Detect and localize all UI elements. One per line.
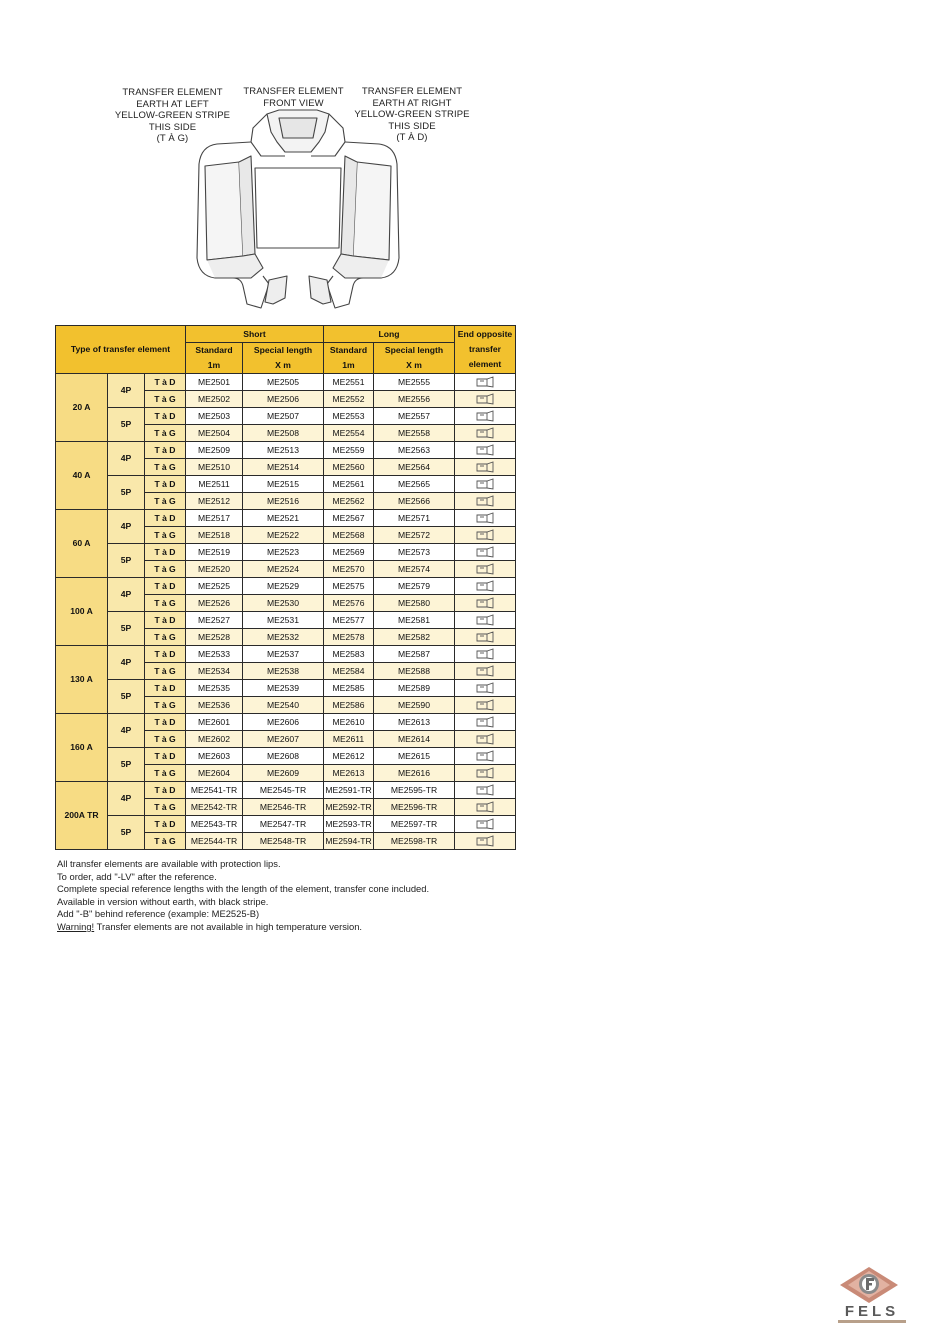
table-row bbox=[56, 374, 516, 391]
note-line: Available in version without earth, with black stripe. bbox=[57, 895, 269, 907]
direction-cell: T à G bbox=[145, 833, 186, 850]
short-special-ref: ME2506 bbox=[243, 391, 324, 408]
short-standard-ref: ME2517 bbox=[186, 510, 243, 527]
short-special-ref: ME2538 bbox=[243, 663, 324, 680]
short-standard-ref: ME2518 bbox=[186, 527, 243, 544]
table-row bbox=[56, 748, 516, 765]
short-standard-ref: ME2542-TR bbox=[186, 799, 243, 816]
end-element-icon bbox=[455, 816, 516, 833]
long-standard-ref: ME2575 bbox=[324, 578, 374, 595]
long-standard-ref: ME2552 bbox=[324, 391, 374, 408]
end-element-icon bbox=[455, 510, 516, 527]
short-special-ref: ME2521 bbox=[243, 510, 324, 527]
short-standard-ref: ME2510 bbox=[186, 459, 243, 476]
long-standard-ref: ME2576 bbox=[324, 595, 374, 612]
short-special-ref: ME2530 bbox=[243, 595, 324, 612]
short-special-ref: ME2548-TR bbox=[243, 833, 324, 850]
note-line: All transfer elements are available with protection lips. bbox=[57, 858, 281, 869]
end-element-icon bbox=[455, 493, 516, 510]
poles-cell: 5P bbox=[108, 408, 145, 442]
poles-cell: 5P bbox=[108, 816, 145, 850]
direction-cell: T à G bbox=[145, 697, 186, 714]
long-standard-ref: ME2612 bbox=[324, 748, 374, 765]
short-special-header: Special length X m bbox=[243, 343, 324, 374]
direction-cell: T à D bbox=[145, 816, 186, 833]
end-element-icon bbox=[455, 391, 516, 408]
end-element-icon bbox=[455, 833, 516, 850]
long-standard-ref: ME2551 bbox=[324, 374, 374, 391]
short-special-ref: ME2532 bbox=[243, 629, 324, 646]
table-row bbox=[56, 442, 516, 459]
short-standard-ref: ME2541-TR bbox=[186, 782, 243, 799]
direction-cell: T à D bbox=[145, 748, 186, 765]
long-standard-ref: ME2591-TR bbox=[324, 782, 374, 799]
table-row bbox=[56, 510, 516, 527]
poles-cell: 4P bbox=[108, 374, 145, 408]
short-header: Short bbox=[186, 326, 324, 343]
direction-cell: T à G bbox=[145, 663, 186, 680]
short-standard-ref: ME2602 bbox=[186, 731, 243, 748]
long-standard-ref: ME2560 bbox=[324, 459, 374, 476]
long-standard-ref: ME2562 bbox=[324, 493, 374, 510]
long-special-ref: ME2555 bbox=[374, 374, 455, 391]
long-special-ref: ME2564 bbox=[374, 459, 455, 476]
short-standard-ref: ME2509 bbox=[186, 442, 243, 459]
direction-cell: T à G bbox=[145, 493, 186, 510]
short-special-ref: ME2545-TR bbox=[243, 782, 324, 799]
table-row bbox=[56, 646, 516, 663]
end-element-icon bbox=[455, 459, 516, 476]
short-special-ref: ME2606 bbox=[243, 714, 324, 731]
type-header: Type of transfer element bbox=[56, 326, 186, 374]
long-special-ref: ME2580 bbox=[374, 595, 455, 612]
direction-cell: T à G bbox=[145, 731, 186, 748]
table-row bbox=[56, 578, 516, 595]
label-earth-right: TRANSFER ELEMENT EARTH AT RIGHT YELLOW-GREEN STRIPE THIS SIDE (T À D) bbox=[354, 86, 470, 143]
long-special-ref: ME2581 bbox=[374, 612, 455, 629]
short-standard-ref: ME2601 bbox=[186, 714, 243, 731]
table-row bbox=[56, 408, 516, 425]
poles-cell: 5P bbox=[108, 476, 145, 510]
end-element-icon bbox=[455, 578, 516, 595]
long-special-ref: ME2597-TR bbox=[374, 816, 455, 833]
end-element-icon bbox=[455, 663, 516, 680]
direction-cell: T à D bbox=[145, 782, 186, 799]
end-element-icon bbox=[455, 765, 516, 782]
long-special-ref: ME2616 bbox=[374, 765, 455, 782]
short-standard-ref: ME2604 bbox=[186, 765, 243, 782]
long-special-ref: ME2563 bbox=[374, 442, 455, 459]
long-standard-ref: ME2613 bbox=[324, 765, 374, 782]
note-line: Complete special reference lengths with the length of the element, transfer cone included. bbox=[57, 883, 430, 895]
logo-text: FELS bbox=[844, 1303, 900, 1320]
long-special-ref: ME2582 bbox=[374, 629, 455, 646]
label-earth-left: TRANSFER ELEMENT EARTH AT LEFT YELLOW-GREEN STRIPE THIS SIDE (T À G) bbox=[114, 87, 231, 144]
short-special-ref: ME2514 bbox=[243, 459, 324, 476]
direction-cell: T à G bbox=[145, 629, 186, 646]
short-standard-ref: ME2526 bbox=[186, 595, 243, 612]
long-special-ref: ME2558 bbox=[374, 425, 455, 442]
note-line: Add "-B" behind reference (example: ME2525-B) bbox=[57, 908, 260, 920]
long-special-header: Special length X m bbox=[374, 343, 455, 374]
table-row bbox=[56, 782, 516, 799]
long-standard-ref: ME2592-TR bbox=[324, 799, 374, 816]
long-standard-ref: ME2583 bbox=[324, 646, 374, 663]
end-element-icon bbox=[455, 731, 516, 748]
poles-cell: 4P bbox=[108, 442, 145, 476]
note-line: To order, add "-LV" after the reference. bbox=[57, 870, 217, 882]
long-special-ref: ME2588 bbox=[374, 663, 455, 680]
poles-cell: 5P bbox=[108, 612, 145, 646]
short-standard-ref: ME2503 bbox=[186, 408, 243, 425]
long-special-ref: ME2572 bbox=[374, 527, 455, 544]
direction-cell: T à D bbox=[145, 476, 186, 493]
amperage-cell: 40 A bbox=[56, 442, 108, 510]
short-special-ref: ME2505 bbox=[243, 374, 324, 391]
end-element-icon bbox=[455, 714, 516, 731]
short-standard-ref: ME2501 bbox=[186, 374, 243, 391]
direction-cell: T à G bbox=[145, 561, 186, 578]
short-standard-ref: ME2543-TR bbox=[186, 816, 243, 833]
poles-cell: 5P bbox=[108, 544, 145, 578]
poles-cell: 4P bbox=[108, 578, 145, 612]
short-standard-ref: ME2533 bbox=[186, 646, 243, 663]
end-element-icon bbox=[455, 408, 516, 425]
notes bbox=[57, 858, 429, 934]
long-standard-ref: ME2567 bbox=[324, 510, 374, 527]
short-special-ref: ME2537 bbox=[243, 646, 324, 663]
end-opposite-header: End opposite transfer element bbox=[455, 326, 516, 374]
short-special-ref: ME2607 bbox=[243, 731, 324, 748]
long-standard-ref: ME2610 bbox=[324, 714, 374, 731]
direction-cell: T à G bbox=[145, 391, 186, 408]
end-element-icon bbox=[455, 697, 516, 714]
short-standard-ref: ME2603 bbox=[186, 748, 243, 765]
long-standard-ref: ME2584 bbox=[324, 663, 374, 680]
direction-cell: T à D bbox=[145, 646, 186, 663]
short-standard-ref: ME2511 bbox=[186, 476, 243, 493]
end-element-icon bbox=[455, 425, 516, 442]
long-standard-ref: ME2586 bbox=[324, 697, 374, 714]
direction-cell: T à D bbox=[145, 680, 186, 697]
long-standard-ref: ME2561 bbox=[324, 476, 374, 493]
amperage-cell: 160 A bbox=[56, 714, 108, 782]
transfer-element-drawing bbox=[193, 108, 403, 313]
end-element-icon bbox=[455, 629, 516, 646]
amperage-cell: 60 A bbox=[56, 510, 108, 578]
long-special-ref: ME2565 bbox=[374, 476, 455, 493]
short-standard-ref: ME2544-TR bbox=[186, 833, 243, 850]
long-special-ref: ME2615 bbox=[374, 748, 455, 765]
long-standard-ref: ME2569 bbox=[324, 544, 374, 561]
long-special-ref: ME2595-TR bbox=[374, 782, 455, 799]
long-special-ref: ME2613 bbox=[374, 714, 455, 731]
short-special-ref: ME2516 bbox=[243, 493, 324, 510]
short-special-ref: ME2540 bbox=[243, 697, 324, 714]
poles-cell: 4P bbox=[108, 510, 145, 544]
long-standard-ref: ME2578 bbox=[324, 629, 374, 646]
short-standard-ref: ME2527 bbox=[186, 612, 243, 629]
end-element-icon bbox=[455, 799, 516, 816]
table-row bbox=[56, 544, 516, 561]
direction-cell: T à D bbox=[145, 578, 186, 595]
long-standard-ref: ME2559 bbox=[324, 442, 374, 459]
short-special-ref: ME2523 bbox=[243, 544, 324, 561]
amperage-cell: 200A TR bbox=[56, 782, 108, 850]
amperage-cell: 20 A bbox=[56, 374, 108, 442]
logo-underline bbox=[838, 1320, 906, 1323]
long-special-ref: ME2571 bbox=[374, 510, 455, 527]
warning-label: Warning! bbox=[57, 920, 95, 932]
table-row bbox=[56, 612, 516, 629]
direction-cell: T à D bbox=[145, 408, 186, 425]
end-element-icon bbox=[455, 561, 516, 578]
table-row bbox=[56, 680, 516, 697]
end-element-icon bbox=[455, 782, 516, 799]
warning-note bbox=[57, 921, 429, 934]
long-standard-ref: ME2594-TR bbox=[324, 833, 374, 850]
amperage-cell: 100 A bbox=[56, 578, 108, 646]
long-standard-ref: ME2554 bbox=[324, 425, 374, 442]
long-standard-ref: ME2568 bbox=[324, 527, 374, 544]
poles-cell: 4P bbox=[108, 782, 145, 816]
long-standard-ref: ME2611 bbox=[324, 731, 374, 748]
long-special-ref: ME2587 bbox=[374, 646, 455, 663]
short-special-ref: ME2508 bbox=[243, 425, 324, 442]
poles-cell: 4P bbox=[108, 714, 145, 748]
direction-cell: T à D bbox=[145, 374, 186, 391]
long-special-ref: ME2574 bbox=[374, 561, 455, 578]
short-special-ref: ME2531 bbox=[243, 612, 324, 629]
poles-cell: 5P bbox=[108, 748, 145, 782]
long-header: Long bbox=[324, 326, 455, 343]
amperage-cell: 130 A bbox=[56, 646, 108, 714]
short-special-ref: ME2524 bbox=[243, 561, 324, 578]
short-special-ref: ME2546-TR bbox=[243, 799, 324, 816]
short-standard-ref: ME2535 bbox=[186, 680, 243, 697]
label-front-view: TRANSFER ELEMENT FRONT VIEW bbox=[243, 86, 344, 109]
poles-cell: 5P bbox=[108, 680, 145, 714]
end-element-icon bbox=[455, 646, 516, 663]
long-special-ref: ME2614 bbox=[374, 731, 455, 748]
direction-cell: T à D bbox=[145, 612, 186, 629]
direction-cell: T à G bbox=[145, 527, 186, 544]
short-special-ref: ME2608 bbox=[243, 748, 324, 765]
short-standard-ref: ME2536 bbox=[186, 697, 243, 714]
long-standard-header: Standard 1m bbox=[324, 343, 374, 374]
short-special-ref: ME2507 bbox=[243, 408, 324, 425]
long-standard-ref: ME2570 bbox=[324, 561, 374, 578]
direction-cell: T à G bbox=[145, 459, 186, 476]
long-special-ref: ME2590 bbox=[374, 697, 455, 714]
short-standard-ref: ME2504 bbox=[186, 425, 243, 442]
short-standard-ref: ME2502 bbox=[186, 391, 243, 408]
table-row bbox=[56, 816, 516, 833]
direction-cell: T à G bbox=[145, 799, 186, 816]
direction-cell: T à D bbox=[145, 442, 186, 459]
long-special-ref: ME2579 bbox=[374, 578, 455, 595]
end-element-icon bbox=[455, 595, 516, 612]
long-standard-ref: ME2577 bbox=[324, 612, 374, 629]
end-element-icon bbox=[455, 374, 516, 391]
long-special-ref: ME2573 bbox=[374, 544, 455, 561]
end-element-icon bbox=[455, 476, 516, 493]
table-row bbox=[56, 714, 516, 731]
end-element-icon bbox=[455, 527, 516, 544]
short-standard-ref: ME2512 bbox=[186, 493, 243, 510]
short-standard-ref: ME2528 bbox=[186, 629, 243, 646]
end-element-icon bbox=[455, 748, 516, 765]
short-special-ref: ME2539 bbox=[243, 680, 324, 697]
end-element-icon bbox=[455, 612, 516, 629]
direction-cell: T à G bbox=[145, 765, 186, 782]
long-standard-ref: ME2593-TR bbox=[324, 816, 374, 833]
short-special-ref: ME2609 bbox=[243, 765, 324, 782]
long-special-ref: ME2596-TR bbox=[374, 799, 455, 816]
poles-cell: 4P bbox=[108, 646, 145, 680]
short-special-ref: ME2522 bbox=[243, 527, 324, 544]
reference-table bbox=[55, 325, 516, 850]
long-special-ref: ME2556 bbox=[374, 391, 455, 408]
end-element-icon bbox=[455, 442, 516, 459]
end-element-icon bbox=[455, 680, 516, 697]
long-special-ref: ME2557 bbox=[374, 408, 455, 425]
short-standard-ref: ME2520 bbox=[186, 561, 243, 578]
long-special-ref: ME2589 bbox=[374, 680, 455, 697]
long-standard-ref: ME2585 bbox=[324, 680, 374, 697]
short-special-ref: ME2529 bbox=[243, 578, 324, 595]
short-standard-ref: ME2534 bbox=[186, 663, 243, 680]
short-special-ref: ME2547-TR bbox=[243, 816, 324, 833]
direction-cell: T à G bbox=[145, 425, 186, 442]
short-special-ref: ME2515 bbox=[243, 476, 324, 493]
warning-text: Transfer elements are not available in high temperature version. bbox=[94, 920, 363, 932]
long-special-ref: ME2566 bbox=[374, 493, 455, 510]
direction-cell: T à D bbox=[145, 510, 186, 527]
short-special-ref: ME2513 bbox=[243, 442, 324, 459]
end-element-icon bbox=[455, 544, 516, 561]
short-standard-header: Standard 1m bbox=[186, 343, 243, 374]
direction-cell: T à G bbox=[145, 595, 186, 612]
direction-cell: T à D bbox=[145, 544, 186, 561]
long-standard-ref: ME2553 bbox=[324, 408, 374, 425]
long-special-ref: ME2598-TR bbox=[374, 833, 455, 850]
direction-cell: T à D bbox=[145, 714, 186, 731]
table-row bbox=[56, 476, 516, 493]
short-standard-ref: ME2525 bbox=[186, 578, 243, 595]
short-standard-ref: ME2519 bbox=[186, 544, 243, 561]
